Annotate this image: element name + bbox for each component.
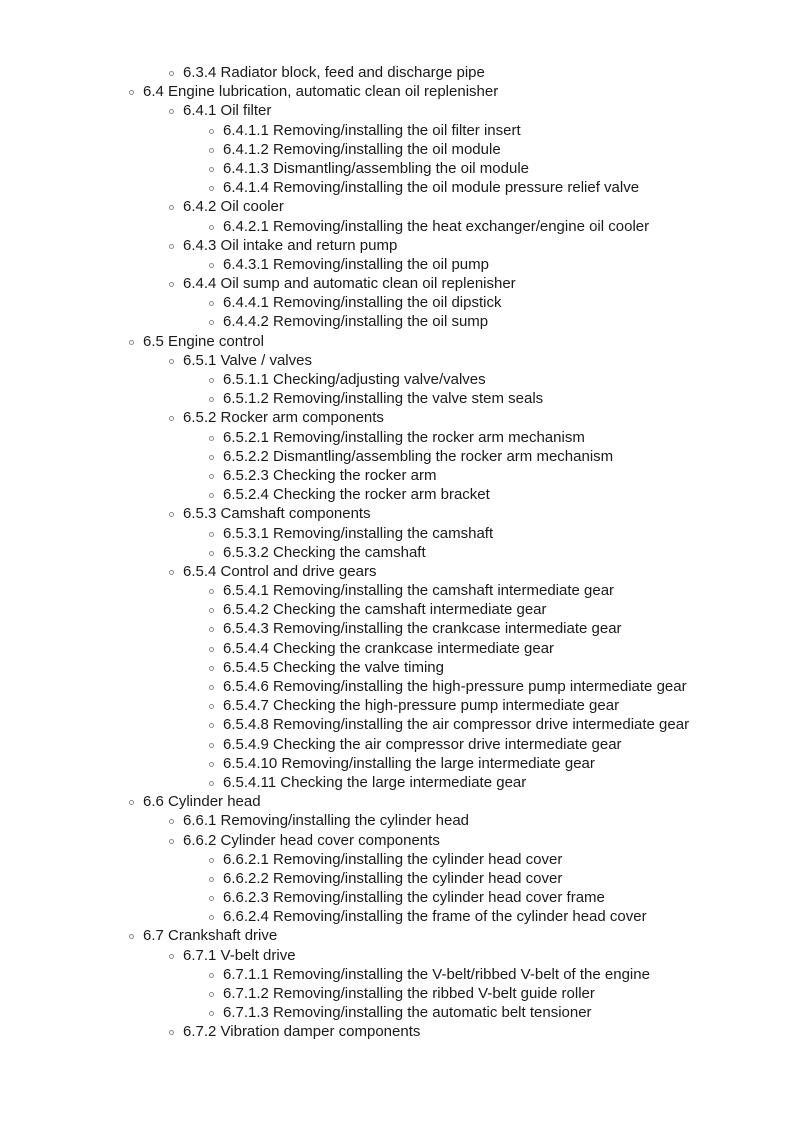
toc-item xyxy=(0,178,794,197)
toc-item-label: 6.4.3.1 Removing/installing the oil pump xyxy=(223,255,489,273)
toc-item-label: 6.5.2.2 Dismantling/assembling the rocker arm mechanism xyxy=(223,447,614,465)
toc-item xyxy=(0,581,794,600)
toc-item xyxy=(0,428,794,447)
toc-item xyxy=(0,332,794,351)
toc-item xyxy=(0,82,794,101)
toc-item-label: 6.5.1 Valve / valves xyxy=(183,351,312,369)
bullet-circle-icon xyxy=(209,915,214,920)
bullet-circle-icon xyxy=(209,743,214,748)
bullet-circle-icon xyxy=(169,416,174,421)
toc-item-label: 6.7 Crankshaft drive xyxy=(143,927,278,945)
bullet-circle-icon xyxy=(129,90,134,95)
bullet-circle-icon xyxy=(209,589,214,594)
toc-item xyxy=(0,293,794,312)
toc-item xyxy=(0,159,794,178)
toc-item-label: 6.7.1.1 Removing/installing the V-belt/ribbed V-belt of the engine xyxy=(223,965,650,983)
bullet-circle-icon xyxy=(209,474,214,479)
bullet-circle-icon xyxy=(209,378,214,383)
toc-item xyxy=(0,408,794,427)
toc-item-label: 6.5.2 Rocker arm components xyxy=(183,409,384,427)
toc-item xyxy=(0,1022,794,1041)
toc-item xyxy=(0,677,794,696)
toc-item xyxy=(0,907,794,926)
toc-item xyxy=(0,524,794,543)
toc-item-label: 6.5.2.3 Checking the rocker arm xyxy=(223,466,437,484)
bullet-circle-icon xyxy=(209,1011,214,1016)
bullet-circle-icon xyxy=(209,781,214,786)
toc-item-label: 6.7.2 Vibration damper components xyxy=(183,1023,421,1041)
toc-item xyxy=(0,140,794,159)
toc-item xyxy=(0,735,794,754)
bullet-circle-icon xyxy=(169,71,174,76)
toc-item-label: 6.5.3 Camshaft components xyxy=(183,505,371,523)
toc-item xyxy=(0,101,794,120)
toc-item-label: 6.6.1 Removing/installing the cylinder head xyxy=(183,812,470,830)
toc-item xyxy=(0,197,794,216)
toc-item-label: 6.5.4.2 Checking the camshaft intermediate gear xyxy=(223,601,547,619)
toc-item xyxy=(0,447,794,466)
toc-item-label: 6.5.4.9 Checking the air compressor drive intermediate gear xyxy=(223,735,622,753)
toc-item-label: 6.6.2.4 Removing/installing the frame of the cylinder head cover xyxy=(223,908,647,926)
bullet-circle-icon xyxy=(169,282,174,287)
bullet-circle-icon xyxy=(129,934,134,939)
bullet-circle-icon xyxy=(209,436,214,441)
toc-item-label: 6.7.1 V-belt drive xyxy=(183,946,296,964)
bullet-circle-icon xyxy=(169,512,174,517)
toc-item-label: 6.5.2.4 Checking the rocker arm bracket xyxy=(223,486,490,504)
toc-item-label: 6.4.1.4 Removing/installing the oil module pressure relief valve xyxy=(223,179,640,197)
toc-item xyxy=(0,485,794,504)
toc-item-label: 6.4.4.2 Removing/installing the oil sump xyxy=(223,313,489,331)
toc-item-label: 6.5.4.4 Checking the crankcase intermediate gear xyxy=(223,639,555,657)
toc-item xyxy=(0,274,794,293)
toc-item xyxy=(0,850,794,869)
toc-item-label: 6.4.4.1 Removing/installing the oil dipstick xyxy=(223,294,502,312)
toc-item xyxy=(0,63,794,82)
toc-item xyxy=(0,888,794,907)
bullet-circle-icon xyxy=(209,858,214,863)
bullet-circle-icon xyxy=(209,301,214,306)
toc-item-label: 6.5.4.1 Removing/installing the camshaft intermediate gear xyxy=(223,582,615,600)
toc-item xyxy=(0,965,794,984)
bullet-circle-icon xyxy=(209,225,214,230)
toc-item-label: 6.5.2.1 Removing/installing the rocker arm mechanism xyxy=(223,428,585,446)
bullet-circle-icon xyxy=(209,167,214,172)
toc-item-label: 6.5.4.3 Removing/installing the crankcase intermediate gear xyxy=(223,620,622,638)
toc-item-label: 6.6 Cylinder head xyxy=(143,793,261,811)
bullet-circle-icon xyxy=(209,627,214,632)
bullet-circle-icon xyxy=(209,493,214,498)
bullet-circle-icon xyxy=(209,608,214,613)
toc-item xyxy=(0,543,794,562)
toc-item-label: 6.4.2 Oil cooler xyxy=(183,198,284,216)
bullet-circle-icon xyxy=(209,704,214,709)
toc-item-label: 6.6.2.3 Removing/installing the cylinder head cover frame xyxy=(223,889,605,907)
toc-item xyxy=(0,255,794,274)
bullet-circle-icon xyxy=(209,762,214,767)
bullet-circle-icon xyxy=(209,992,214,997)
toc-item xyxy=(0,217,794,236)
toc-item xyxy=(0,715,794,734)
toc-item-label: 6.5.3.1 Removing/installing the camshaft xyxy=(223,524,494,542)
toc-item-label: 6.5.4 Control and drive gears xyxy=(183,562,377,580)
bullet-circle-icon xyxy=(209,666,214,671)
toc-item-label: 6.5.1.2 Removing/installing the valve stem seals xyxy=(223,390,544,408)
bullet-circle-icon xyxy=(169,1030,174,1035)
bullet-circle-icon xyxy=(209,532,214,537)
toc-item-label: 6.4.1.1 Removing/installing the oil filter insert xyxy=(223,121,521,139)
bullet-circle-icon xyxy=(209,320,214,325)
toc-item-label: 6.6.2 Cylinder head cover components xyxy=(183,831,440,849)
bullet-circle-icon xyxy=(169,570,174,575)
bullet-circle-icon xyxy=(209,647,214,652)
toc-item xyxy=(0,1003,794,1022)
toc-item xyxy=(0,792,794,811)
toc-item xyxy=(0,946,794,965)
toc-item xyxy=(0,351,794,370)
toc-item-label: 6.7.1.2 Removing/installing the ribbed V-belt guide roller xyxy=(223,985,595,1002)
toc-item xyxy=(0,312,794,331)
toc-item-label: 6.5.4.11 Checking the large intermediate gear xyxy=(223,773,527,791)
toc-item-label: 6.5.4.6 Removing/installing the high-pressure pump intermediate gear xyxy=(223,678,687,695)
toc-item xyxy=(0,696,794,715)
toc-item xyxy=(0,121,794,140)
bullet-circle-icon xyxy=(169,205,174,210)
bullet-circle-icon xyxy=(209,877,214,882)
bullet-circle-icon xyxy=(209,397,214,402)
bullet-circle-icon xyxy=(169,839,174,844)
toc-item xyxy=(0,562,794,581)
toc-item xyxy=(0,831,794,850)
table-of-contents xyxy=(0,63,794,1042)
toc-item xyxy=(0,236,794,255)
toc-item-label: 6.6.2.1 Removing/installing the cylinder head cover xyxy=(223,850,563,868)
toc-item xyxy=(0,466,794,485)
toc-item-label: 6.6.2.2 Removing/installing the cylinder head cover xyxy=(223,869,563,887)
toc-item xyxy=(0,984,794,1003)
toc-item xyxy=(0,869,794,888)
bullet-circle-icon xyxy=(209,723,214,728)
toc-item-label: 6.5.3.2 Checking the camshaft xyxy=(223,543,426,561)
toc-item xyxy=(0,600,794,619)
bullet-circle-icon xyxy=(209,896,214,901)
toc-item xyxy=(0,389,794,408)
toc-item xyxy=(0,370,794,389)
toc-item-label: 6.4.4 Oil sump and automatic clean oil replenisher xyxy=(183,275,516,293)
bullet-circle-icon xyxy=(209,263,214,268)
bullet-circle-icon xyxy=(209,551,214,556)
toc-item-label: 6.5.4.10 Removing/installing the large intermediate gear xyxy=(223,754,595,772)
toc-item-label: 6.5.1.1 Checking/adjusting valve/valves xyxy=(223,371,486,388)
bullet-circle-icon xyxy=(209,148,214,153)
toc-item xyxy=(0,619,794,638)
bullet-circle-icon xyxy=(209,186,214,191)
toc-item-label: 6.7.1.3 Removing/installing the automatic belt tensioner xyxy=(223,1004,592,1022)
bullet-circle-icon xyxy=(209,685,214,690)
bullet-circle-icon xyxy=(169,244,174,249)
bullet-circle-icon xyxy=(129,800,134,805)
toc-item xyxy=(0,773,794,792)
bullet-circle-icon xyxy=(169,109,174,114)
toc-item xyxy=(0,639,794,658)
toc-item xyxy=(0,504,794,523)
bullet-circle-icon xyxy=(169,359,174,364)
toc-item-label: 6.4.1.3 Dismantling/assembling the oil module xyxy=(223,159,529,177)
bullet-circle-icon xyxy=(209,455,214,460)
toc-item xyxy=(0,658,794,677)
toc-item-label: 6.5.4.5 Checking the valve timing xyxy=(223,658,444,676)
toc-item-label: 6.3.4 Radiator block, feed and discharge pipe xyxy=(183,64,485,81)
toc-item xyxy=(0,754,794,773)
toc-item-label: 6.4.1.2 Removing/installing the oil module xyxy=(223,140,501,158)
toc-item-label: 6.5.4.8 Removing/installing the air compressor drive intermediate gear xyxy=(223,716,690,734)
bullet-circle-icon xyxy=(169,954,174,959)
bullet-circle-icon xyxy=(169,819,174,824)
toc-item-label: 6.4 Engine lubrication, automatic clean oil replenisher xyxy=(143,83,499,101)
toc-item-label: 6.4.3 Oil intake and return pump xyxy=(183,236,398,254)
toc-item-label: 6.4.2.1 Removing/installing the heat exchanger/engine oil cooler xyxy=(223,217,650,235)
toc-item xyxy=(0,811,794,830)
bullet-circle-icon xyxy=(209,129,214,134)
toc-item xyxy=(0,926,794,945)
bullet-circle-icon xyxy=(209,973,214,978)
toc-item-label: 6.5 Engine control xyxy=(143,332,264,350)
toc-item-label: 6.5.4.7 Checking the high-pressure pump intermediate gear xyxy=(223,697,620,715)
bullet-circle-icon xyxy=(129,340,134,345)
toc-item-label: 6.4.1 Oil filter xyxy=(183,102,272,120)
